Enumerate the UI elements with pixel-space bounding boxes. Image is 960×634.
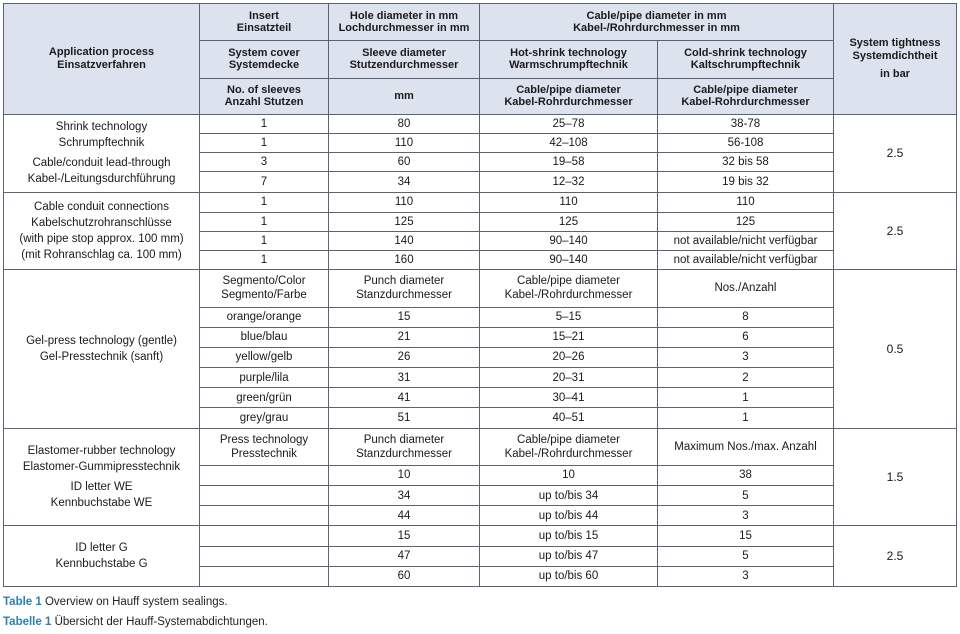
- table-cell: 110: [329, 134, 480, 153]
- group-label-line: Kabelschutzrohranschlüsse: [31, 216, 172, 229]
- header-cp-hot-en: Cable/pipe diameter: [516, 83, 621, 96]
- bar-value-idg: 2.5: [834, 526, 957, 587]
- table-cell: 34: [329, 172, 480, 192]
- table-cell: 38-78: [658, 114, 834, 133]
- table-cell: 5: [658, 486, 834, 506]
- group-label-line: Gel-Presstechnik (sanft): [39, 350, 164, 363]
- table-cell: [200, 566, 329, 586]
- subhead-line: Stanzdurchmesser: [356, 447, 452, 460]
- table-cell: 125: [480, 212, 658, 231]
- table-cell: 1: [200, 231, 329, 250]
- header-tightness-2: Systemdichtheit: [852, 49, 938, 62]
- group-label-line: Shrink technology: [55, 121, 148, 134]
- header-insert-en: Insert: [249, 9, 279, 22]
- group-label-line: Gel-press technology (gentle): [26, 334, 177, 347]
- table-cell: up to/bis 44: [480, 506, 658, 526]
- header-tightness: [834, 4, 957, 115]
- table-cell: 25–78: [480, 114, 658, 133]
- table-cell: up to/bis 15: [480, 526, 658, 546]
- group-label-line: Cable conduit connections: [34, 200, 169, 213]
- table-cell: [200, 506, 329, 526]
- header-tightness-3: in bar: [880, 68, 910, 81]
- subhead-cell: [200, 428, 329, 465]
- table-cell: 19–58: [480, 153, 658, 172]
- header-cable: [480, 4, 834, 41]
- table-cell: [200, 526, 329, 546]
- table-cell: 1: [658, 408, 834, 428]
- table-cell: 32 bis 58: [658, 153, 834, 172]
- header-tightness-1: System tightness: [849, 37, 941, 50]
- header-application-de: Einsatzverfahren: [57, 58, 146, 71]
- header-insert: [200, 4, 329, 41]
- header-hot: [480, 41, 658, 78]
- table-row: [4, 270, 957, 307]
- subhead-line: Cable/pipe diameter: [517, 275, 620, 288]
- group-label-conduit: [4, 192, 200, 270]
- header-hole: [329, 4, 480, 41]
- table-cell: 8: [658, 307, 834, 327]
- table-cell: 1: [200, 114, 329, 133]
- subhead-cell: Nos./Anzahl: [658, 270, 834, 307]
- table-cell: 15: [329, 307, 480, 327]
- caption-de-label: Tabelle 1: [3, 616, 52, 628]
- table-cell: 90–140: [480, 231, 658, 250]
- table-cell: 3: [658, 347, 834, 367]
- header-cp-cold: [658, 78, 834, 114]
- table-cell: 6: [658, 327, 834, 347]
- header-cable-de: Kabel-/Rohrdurchmesser in mm: [573, 22, 740, 35]
- header-insert-de: Einsatzteil: [236, 22, 292, 35]
- table-cell: 90–140: [480, 251, 658, 270]
- table-cell: 5: [658, 546, 834, 566]
- table-cell: up to/bis 60: [480, 566, 658, 586]
- subhead-cell: [480, 428, 658, 465]
- table-cell: 15: [658, 526, 834, 546]
- table-cell: not available/nicht verfügbar: [658, 251, 834, 270]
- table-cell: 1: [200, 134, 329, 153]
- header-cold-de: Kaltschrumpftechnik: [690, 59, 801, 72]
- header-hole-de: Lochdurchmesser in mm: [338, 22, 470, 35]
- table-cell: 56-108: [658, 134, 834, 153]
- bar-value-conduit: 2.5: [834, 192, 957, 270]
- table-cell: 160: [329, 251, 480, 270]
- header-nos-en: No. of sleeves: [227, 83, 301, 96]
- header-sleeve-en: Sleeve diameter: [362, 46, 446, 59]
- group-label-line: (with pipe stop approx. 100 mm): [19, 232, 184, 245]
- subhead-line: Stanzdurchmesser: [356, 289, 452, 302]
- group-label-idg: [4, 526, 200, 587]
- table-row: [4, 192, 957, 212]
- table-row: [4, 526, 957, 546]
- table-cell: 40–51: [480, 408, 658, 428]
- table-cell: 110: [329, 192, 480, 212]
- table-cell: grey/grau: [200, 408, 329, 428]
- header-cp-hot: [480, 78, 658, 114]
- header-sleeve: [329, 41, 480, 78]
- table-cell: 15–21: [480, 327, 658, 347]
- header-cover-en: System cover: [228, 46, 300, 59]
- header-sleeve-de: Stutzendurchmesser: [349, 59, 459, 72]
- table-cell: 10: [329, 465, 480, 485]
- subhead-cell: [200, 270, 329, 307]
- header-cp-cold-de: Kabel-Rohrdurchmesser: [681, 96, 810, 109]
- header-cover-de: Systemdecke: [228, 59, 300, 72]
- table-cell: 10: [480, 465, 658, 485]
- header-hot-en: Hot-shrink technology: [510, 46, 627, 59]
- header-cable-en: Cable/pipe diameter in mm: [586, 9, 727, 22]
- header-cp-cold-en: Cable/pipe diameter: [693, 83, 798, 96]
- table-cell: green/grün: [200, 388, 329, 408]
- table-cell: 21: [329, 327, 480, 347]
- group-label-line: Cable/conduit lead-through: [32, 157, 171, 170]
- table-cell: up to/bis 34: [480, 486, 658, 506]
- table-cell: 110: [658, 192, 834, 212]
- table-cell: [200, 546, 329, 566]
- subhead-line: Segmento/Color: [222, 275, 306, 288]
- table-cell: 60: [329, 566, 480, 586]
- subhead-line: Punch diameter: [363, 433, 445, 446]
- subhead-line: Presstechnik: [231, 447, 297, 460]
- group-label-line: Elastomer-rubber technology: [27, 444, 176, 457]
- subhead-cell: [480, 270, 658, 307]
- table-cell: 31: [329, 368, 480, 388]
- table-cell: orange/orange: [200, 307, 329, 327]
- table-cell: 15: [329, 526, 480, 546]
- table-cell: 42–108: [480, 134, 658, 153]
- table-cell: 2: [658, 368, 834, 388]
- caption-de-text: Übersicht der Hauff-Systemabdichtungen.: [51, 616, 268, 628]
- header-cp-hot-de: Kabel-Rohrdurchmesser: [504, 96, 633, 109]
- subhead-line: Kabel-/Rohrdurchmesser: [504, 289, 633, 302]
- table-cell: 80: [329, 114, 480, 133]
- group-label-shrink: [4, 114, 200, 192]
- bar-value-elastomer: 1.5: [834, 428, 957, 526]
- table-cell: 30–41: [480, 388, 658, 408]
- table-cell: yellow/gelb: [200, 347, 329, 367]
- subhead-cell: Maximum Nos./max. Anzahl: [658, 428, 834, 465]
- table-cell: 140: [329, 231, 480, 250]
- table-cell: 20–31: [480, 368, 658, 388]
- group-label-line: Elastomer-Gummipresstechnik: [22, 460, 181, 473]
- table-cell: purple/lila: [200, 368, 329, 388]
- subhead-line: Press technology: [219, 433, 309, 446]
- group-label-elastomer: [4, 428, 200, 526]
- table-cell: 12–32: [480, 172, 658, 192]
- bar-value-gel: 0.5: [834, 270, 957, 428]
- header-application-en: Application process: [48, 46, 155, 59]
- group-label-line: Kennbuchstabe G: [55, 558, 148, 571]
- table-cell: 110: [480, 192, 658, 212]
- group-label-line: (mit Rohranschlag ca. 100 mm): [21, 248, 182, 261]
- header-hot-de: Warmschrumpftechnik: [509, 59, 628, 72]
- subhead-cell: [329, 428, 480, 465]
- group-label-line: ID letter WE: [70, 480, 133, 493]
- table-cell: 60: [329, 153, 480, 172]
- group-label-line: Schrumpftechnik: [58, 137, 145, 150]
- table-cell: 1: [200, 212, 329, 231]
- header-cold: [658, 41, 834, 78]
- table-cell: not available/nicht verfügbar: [658, 231, 834, 250]
- table-cell: 125: [329, 212, 480, 231]
- table-cell: 47: [329, 546, 480, 566]
- table-cell: 26: [329, 347, 480, 367]
- subhead-cell: [329, 270, 480, 307]
- table-cell: [200, 465, 329, 485]
- group-label-gel: [4, 270, 200, 428]
- subhead-line: Cable/pipe diameter: [517, 433, 620, 446]
- table-cell: 1: [658, 388, 834, 408]
- table-cell: 1: [200, 251, 329, 270]
- group-label-line: Kabel-/Leitungsdurchführung: [27, 173, 176, 186]
- table-cell: 3: [658, 506, 834, 526]
- table-cell: 19 bis 32: [658, 172, 834, 192]
- table-cell: 44: [329, 506, 480, 526]
- table-cell: [200, 486, 329, 506]
- table-cell: 51: [329, 408, 480, 428]
- table-row: [4, 428, 957, 465]
- header-hole-en: Hole diameter in mm: [349, 9, 459, 22]
- table-cell: 20–26: [480, 347, 658, 367]
- table-cell: 3: [200, 153, 329, 172]
- header-nos: [200, 78, 329, 114]
- table-cell: 1: [200, 192, 329, 212]
- group-label-line: Kennbuchstabe WE: [50, 496, 153, 509]
- header-cold-en: Cold-shrink technology: [684, 46, 807, 59]
- header-cover: [200, 41, 329, 78]
- subhead-line: Segmento/Farbe: [221, 289, 307, 302]
- group-label-line: ID letter G: [75, 542, 128, 555]
- table-cell: 3: [658, 566, 834, 586]
- table-cell: 5–15: [480, 307, 658, 327]
- table-cell: 41: [329, 388, 480, 408]
- caption-en-label: Table 1: [3, 596, 42, 608]
- table-cell: 38: [658, 465, 834, 485]
- table-cell: blue/blau: [200, 327, 329, 347]
- subhead-line: Kabel-/Rohrdurchmesser: [504, 447, 633, 460]
- subhead-line: Punch diameter: [363, 275, 445, 288]
- caption-de: [3, 616, 268, 628]
- header-mm: mm: [329, 78, 480, 114]
- sealings-table: [3, 3, 957, 587]
- caption-en-text: Overview on Hauff system sealings.: [41, 596, 228, 608]
- table-cell: 125: [658, 212, 834, 231]
- caption-en: [3, 596, 228, 608]
- table-cell: 34: [329, 486, 480, 506]
- table-row: [4, 114, 957, 133]
- header-application: [4, 4, 200, 115]
- bar-value-shrink: 2.5: [834, 114, 957, 192]
- header-nos-de: Anzahl Stutzen: [224, 96, 304, 109]
- table-cell: up to/bis 47: [480, 546, 658, 566]
- table-cell: 7: [200, 172, 329, 192]
